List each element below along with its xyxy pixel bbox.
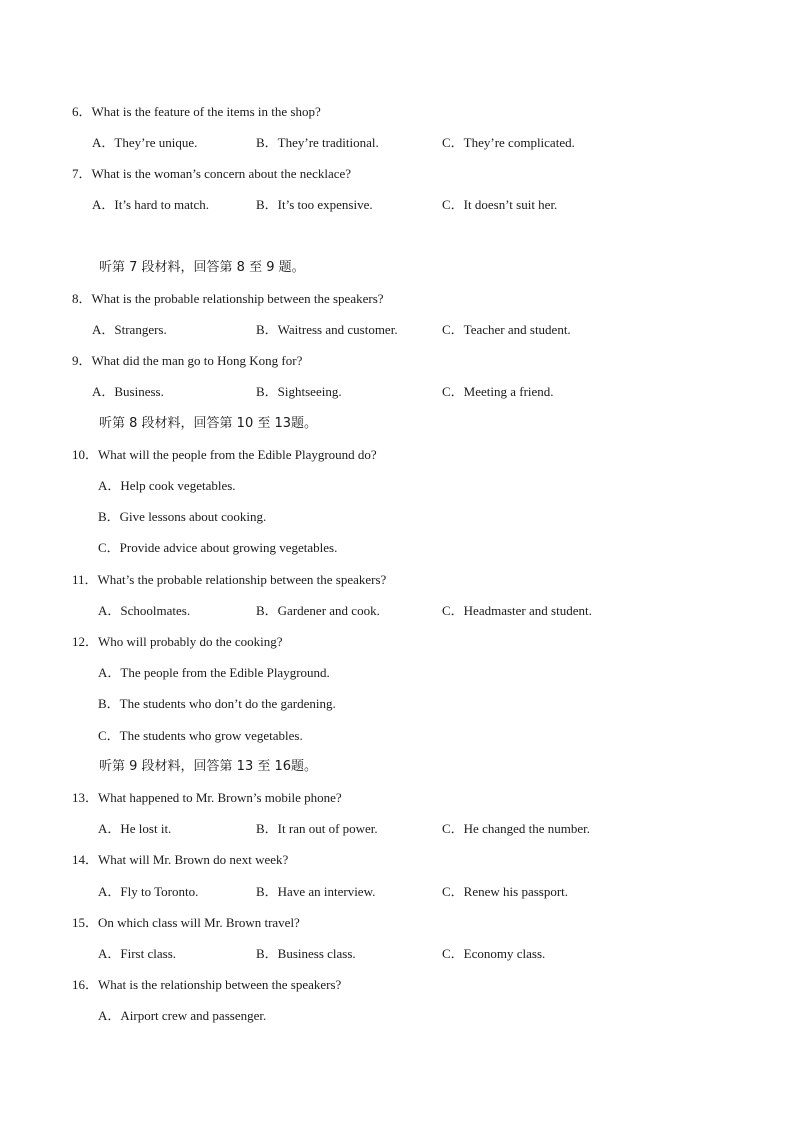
question-14: 14．What will Mr. Brown do next week? bbox=[72, 852, 289, 867]
question-15-option-a: A．First class. bbox=[98, 946, 177, 961]
question-12-option-c: C．The students who grow vegetables. bbox=[98, 728, 303, 743]
section-7-instruction: 听第 7 段材料，回答第 8 至 9 题。 bbox=[99, 260, 305, 275]
question-9-option-a: A．Business. bbox=[92, 384, 164, 399]
question-12-option-b: B．The students who don’t do the gardening. bbox=[98, 696, 336, 711]
question-10: 10．What will the people from the Edible Playground do? bbox=[72, 447, 377, 462]
question-6-option-a: A．They’re unique. bbox=[92, 135, 198, 150]
question-12: 12．Who will probably do the cooking? bbox=[72, 634, 283, 649]
question-7-option-c: C．It doesn’t suit her. bbox=[442, 197, 558, 212]
question-10-option-a: A．Help cook vegetables. bbox=[98, 478, 236, 493]
question-7-option-b: B．It’s too expensive. bbox=[256, 197, 373, 212]
question-15-option-b: B．Business class. bbox=[256, 946, 356, 961]
question-10-option-c: C．Provide advice about growing vegetables. bbox=[98, 540, 338, 555]
question-16: 16．What is the relationship between the speakers? bbox=[72, 977, 342, 992]
question-14-option-c: C．Renew his passport. bbox=[442, 884, 569, 899]
question-8: 8．What is the probable relationship between the speakers? bbox=[72, 291, 384, 306]
question-7: 7．What is the woman’s concern about the necklace? bbox=[72, 166, 352, 181]
question-6: 6．What is the feature of the items in the shop? bbox=[72, 104, 321, 119]
question-7-option-a: A．It’s hard to match. bbox=[92, 197, 209, 212]
question-15: 15．On which class will Mr. Brown travel? bbox=[72, 915, 300, 930]
question-14-option-a: A．Fly to Toronto. bbox=[98, 884, 199, 899]
question-11-option-b: B．Gardener and cook. bbox=[256, 603, 380, 618]
question-9-option-b: B．Sightseeing. bbox=[256, 384, 342, 399]
question-8-option-c: C．Teacher and student. bbox=[442, 322, 571, 337]
question-8-option-b: B．Waitress and customer. bbox=[256, 322, 398, 337]
question-6-option-c: C．They’re complicated. bbox=[442, 135, 575, 150]
section-8-instruction: 听第 8 段材料，回答第 10 至 13题。 bbox=[99, 416, 318, 431]
question-8-option-a: A．Strangers. bbox=[92, 322, 167, 337]
section-9-instruction: 听第 9 段材料，回答第 13 至 16题。 bbox=[99, 759, 318, 774]
question-6-option-b: B．They’re traditional. bbox=[256, 135, 379, 150]
question-11: 11．What’s the probable relationship between the speakers? bbox=[72, 572, 387, 587]
question-13-option-c: C．He changed the number. bbox=[442, 821, 591, 836]
question-11-option-a: A．Schoolmates. bbox=[98, 603, 191, 618]
question-16-option-a: A．Airport crew and passenger. bbox=[98, 1008, 267, 1023]
question-9: 9．What did the man go to Hong Kong for? bbox=[72, 353, 303, 368]
question-14-option-b: B．Have an interview. bbox=[256, 884, 376, 899]
question-12-option-a: A．The people from the Edible Playground. bbox=[98, 665, 330, 680]
question-15-option-c: C．Economy class. bbox=[442, 946, 546, 961]
question-11-option-c: C．Headmaster and student. bbox=[442, 603, 592, 618]
question-10-option-b: B．Give lessons about cooking. bbox=[98, 509, 267, 524]
question-13: 13．What happened to Mr. Brown’s mobile phone? bbox=[72, 790, 342, 805]
question-13-option-b: B．It ran out of power. bbox=[256, 821, 378, 836]
question-9-option-c: C．Meeting a friend. bbox=[442, 384, 554, 399]
question-13-option-a: A．He lost it. bbox=[98, 821, 172, 836]
